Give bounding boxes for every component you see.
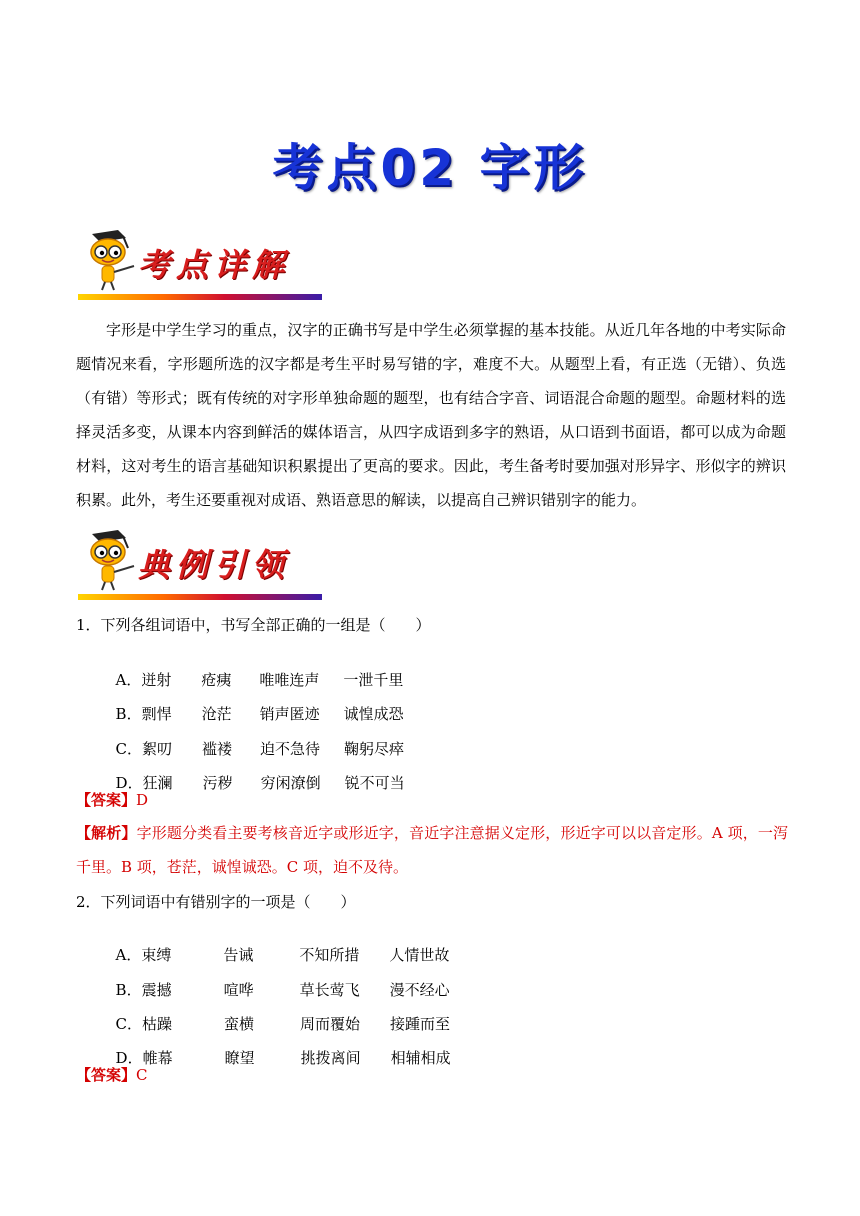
question-2-option-c: C．枯躁 蛮横 周而覆始 接踵而至	[115, 1015, 451, 1033]
page-title: 考点02 字形	[272, 139, 588, 197]
question-2-option-a: A．束缚 告诫 不知所措 人情世故	[115, 946, 450, 964]
section-banner-dianli	[78, 528, 322, 600]
section-banner-kaodian	[78, 228, 322, 300]
question-1-stem: 1．下列各组词语中，书写全部正确的一组是（ ）	[76, 616, 431, 634]
question-1-option-a: A．迸射 疮痍 唯唯连声 一泄千里	[115, 671, 404, 689]
question-2-option-b: B．震撼 喧哗 草长莺飞 漫不经心	[115, 981, 450, 999]
intro-paragraph: 字形是中学生学习的重点，汉字的正确书写是中学生必须掌握的基本技能。从近几年各地的中考实际命题情况来看，字形题所选的汉字都是考生平时易写错的字，难度不大。从题型上看，有正选（无错）、负选（有错）等形式；既有传统的对字形单独命题的题型，也有结合字音、词语混合命题的题型。命题材料的选择灵活多变，从课本内容到鲜活的媒体语言，从四字成语到多字的熟语，从口语到书面语，都可以成为命题材料，这对考生的语言基础知识积累提出了更高的要求。因此，考生备考时要加强对形异字、形似字的辨识积累。此外，考生还要重视对成语、熟语意思的解读，以提高自己辨识错别字的能力。	[76, 321, 786, 509]
mascot-icon	[78, 228, 140, 294]
mascot-icon	[78, 528, 140, 594]
banner-label: 考点详解	[138, 246, 291, 284]
question-1-answer: 【答案】D	[76, 791, 149, 809]
question-1-explanation: 【解析】字形题分类看主要考核音近字或形近字，音近字注意据义定形，形近字可以以音定形。A 项，一泻千里。B 项，苍茫，诚惶诚恐。C 项，迫不及待。	[76, 824, 788, 876]
banner-underline	[78, 294, 322, 300]
question-1-option-c: C．絮叨 褴褛 迫不急待 鞠躬尽瘁	[115, 740, 405, 758]
question-2-stem: 2．下列词语中有错别字的一项是（ ）	[76, 893, 356, 911]
question-1-option-d: D．狂澜 污秽 穷闲潦倒 锐不可当	[115, 774, 405, 792]
banner-label: 典例引领	[138, 546, 291, 584]
question-2-option-d: D．帷幕 瞭望 挑拨离间 相辅相成	[115, 1049, 451, 1067]
question-1-option-b: B．剽悍 沧茫 销声匿迹 诚惶成恐	[115, 705, 404, 723]
question-2-answer: 【答案】C	[76, 1066, 148, 1084]
banner-underline	[78, 594, 322, 600]
